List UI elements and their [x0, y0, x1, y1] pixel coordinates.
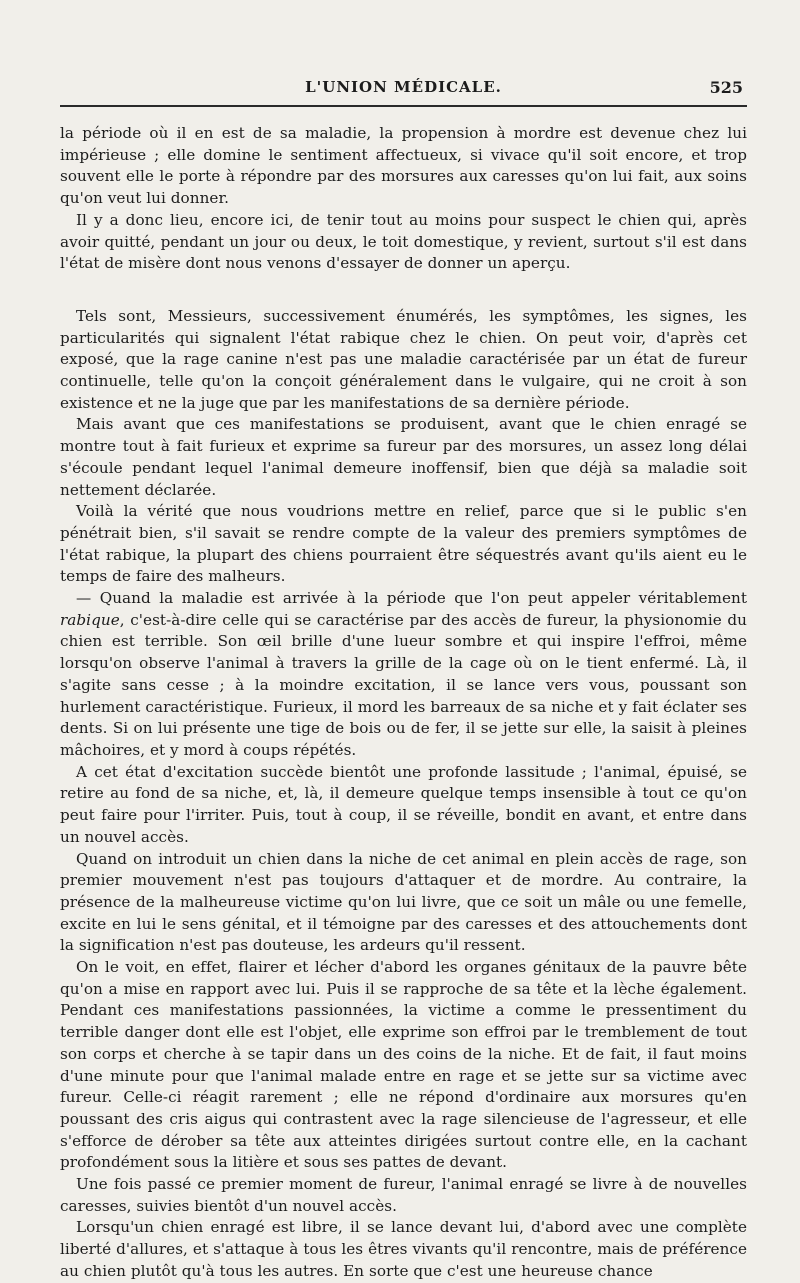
paragraph-11: Lorsqu'un chien enragé est libre, il se lance devant lui, d'abord avec une complète liberté d'allures, et s'attaque à tous les êtres vivants qu'il rencontre, mais de préférence au chien plutôt qu'à tous les autres. En sorte que c'est une heureuse chance: [60, 1218, 747, 1280]
paragraph-6-rest: , c'est-à-dire celle qui se caractérise par des accès de fureur, la physionomie du chien est terrible. Son œil brille d'une lueur sombre et qui inspire l'effroi, même lorsqu'on observe l'animal à travers la grille de la cage où on le tient enfermé. Là, il s'agite sans cesse ; à la moindre excitation, il se lance vers vous, poussant son hurlement caractéristique. Furieux, il mord les barreaux de sa niche et y fait éclater ses dents. Si on lui présente une tige de bois ou de fer, il se jette sur elle, la saisit à pleines mâchoires, et y mord à coups répétés.: [60, 610, 747, 759]
body-text: [60, 123, 747, 1283]
paragraph-6: [60, 588, 747, 762]
paragraph-1: la période où il en est de sa maladie, la propension à mordre est devenue chez lui impérieuse ; elle domine le sentiment affectueux, si vivace qu'il soit encore, et trop souvent elle le porte à répondre par des morsures aux caresses qu'on lui fait, aux soins qu'on veut lui donner.: [60, 124, 747, 208]
paragraph-10: Une fois passé ce premier moment de fureur, l'animal enragé se livre à de nouvelles caresses, suivies bientôt d'un nouvel accès.: [60, 1175, 747, 1215]
paragraph-8: Quand on introduit un chien dans la niche de cet animal en plein accès de rage, son premier mouvement n'est pas toujours d'attaquer et de mordre. Au contraire, la présence de la malheureuse victime qu'on lui livre, que ce soit un mâle ou une femelle, excite en lui le sens génital, et il témoigne par des caresses et des attouchements dont la signification n'est pas douteuse, les ardeurs qu'il ressent.: [60, 849, 747, 955]
page-number: 525: [709, 78, 743, 97]
page-header: [60, 70, 747, 106]
running-title: L'UNION MÉDICALE.: [305, 78, 502, 96]
italic-term-rabique: rabique: [60, 610, 120, 629]
paragraph-7: A cet état d'excitation succède bientôt une profonde lassitude ; l'animal, épuisé, se retire au fond de sa niche, et, là, il demeure quelque temps insensible à tout ce qu'on peut faire pour l'irriter. Puis, tout à coup, il se réveille, bondit en avant, et entre dans un nouvel accès.: [60, 762, 747, 846]
paragraph-3: Tels sont, Messieurs, successivement énumérés, les symptômes, les signes, les particularités qui signalent l'état rabique chez le chien. On peut voir, d'après cet exposé, que la rage canine n'est pas une maladie caractérisée par un état de fureur continuelle, telle qu'on la conçoit généralement dans le vulgaire, qui ne croit à son existence et ne la juge que par les manifestations de sa dernière période.: [60, 306, 747, 412]
paragraph-9: On le voit, en effet, flairer et lécher d'abord les organes génitaux de la pauvre bête qu'on a mise en rapport avec lui. Puis il se rapproche de sa tête et la lèche également. Pendant ces manifestations passionnées, la victime a comme le pressentiment du terrible danger dont elle est l'objet, elle exprime son effroi par le tremblement de tout son corps et cherche à se tapir dans un des coins de la niche. Et de fait, il faut moins d'une minute pour que l'animal malade entre en rage et se jette sur sa victime avec fureur. Celle-ci réagit rarement ; elle ne répond d'ordinaire aux morsures qu'en poussant des cris aigus qui contrastent avec la rage silencieuse de l'agresseur, et elle s'efforce de dérober sa tête aux atteintes dirigées surtout contre elle, en la cachant profondément sous la litière et sous ses pattes de devant.: [60, 958, 747, 1172]
paragraph-5: Voilà la vérité que nous voudrions mettre en relief, parce que si le public s'en pénétrait bien, s'il savait se rendre compte de la valeur des premiers symptômes de l'état rabique, la plupart des chiens pourraient être séquestrés avant qu'ils aient eu le temps de faire des malheurs.: [60, 502, 747, 586]
paragraph-4: Mais avant que ces manifestations se produisent, avant que le chien enragé se montre tout à fait furieux et exprime sa fureur par des morsures, un assez long délai s'écoule pendant lequel l'animal demeure inoffensif, bien que déjà sa maladie soit nettement déclarée.: [60, 415, 747, 499]
book-page: [60, 70, 747, 1283]
header-rule: [60, 105, 747, 107]
paragraph-6-start: — Quand la maladie est arrivée à la période que l'on peut appeler véritablement: [76, 589, 747, 608]
paragraph-2: Il y a donc lieu, encore ici, de tenir tout au moins pour suspect le chien qui, après avoir quitté, pendant un jour ou deux, le toit domestique, y revient, surtout s'il est dans l'état de misère dont nous venons d'essayer de donner un aperçu.: [60, 210, 747, 273]
